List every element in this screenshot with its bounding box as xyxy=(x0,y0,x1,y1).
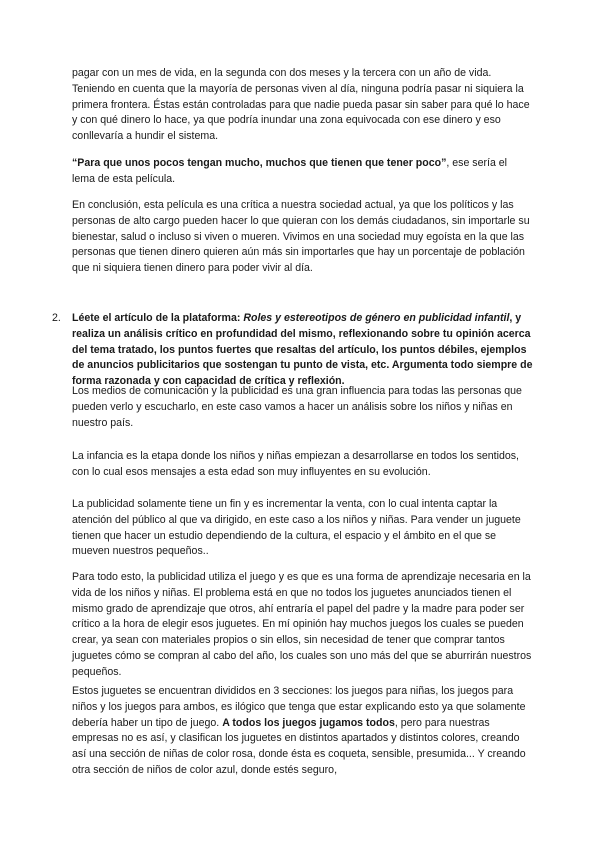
question-body: , y realiza un análisis crítico en profundidad del mismo, reflexionando sobre tu opinión acerca del tema tratado, los puntos fuertes que resaltas del artículo, los puntos débiles, ejemplos de anuncios publicitarios que sostengan tu punto de vista, etc. Argumenta todo siempre de forma razonada y con capacidad de crítica y reflexión. xyxy=(72,312,533,388)
answer-p5-bold: A todos los juegos jugamos todos xyxy=(222,716,395,729)
question-number: 2. xyxy=(52,312,61,324)
answer-p5-start: Estos juguetes se encuentran divididos en 3 secciones: los juegos para niñas, los juegos para niños y los juegos para ambos, es ilógico que tenga que estar explicando esto ya que solamente debería haber un tipo de juego. xyxy=(72,685,526,729)
answer-paragraph-5 xyxy=(72,684,532,779)
question-2 xyxy=(52,311,534,390)
answer-paragraph-1: Los medios de comunicación y la publicidad es una gran influencia para todas las personas que pueden verlo y escucharlo, en este caso vamos a hacer un análisis sobre los niños y niñas en nuestro país. xyxy=(72,385,522,429)
answer-paragraph-4: Para todo esto, la publicidad utiliza el juego y es que es una forma de aprendizaje necesaria en la vida de los niños y niñas. El problema está en que no todos los juguetes anunciados tienen el mismo grado de aprendizaje que otros, ahí entraría el papel del padre y la madre para poder ser crítico a la hora de elegir esos juguetes. En mí opinión hay muchos juegos los cuales se pueden crear, ya sean con materiales propios o sin ellos, sin necesidad de tener que comprar tantos juguetes cómo se compran al cabo del año, los cuales son uno más del que se aburrirán nuestros pequeños. xyxy=(72,571,532,678)
motto-rest: , ese sería el lema de esta película. xyxy=(72,157,508,185)
answer-paragraph-2: La infancia es la etapa donde los niños y niñas empiezan a desarrollarse en todos los sentidos, con lo cual esos mensajes a esta edad son muy influyentes en su evolución. xyxy=(72,450,519,478)
answer-p5-end: , pero para nuestras empresas no es así, y clasifican los juguetes en distintos apartados y distintos colores, creando así una sección de niñas de color rosa, donde ésta es coqueta, sensible, presumida... Y creando otra sección de niños de color azul, donde estés seguro, xyxy=(72,716,526,776)
conclusion-paragraph: En conclusión, esta película es una crítica a nuestra sociedad actual, ya que los políticos y las personas de alto cargo pueden hacer lo que quieran con los demás ciudadanos, sin importarle su bienestar, salud o incluso si viven o mueren. Vivimos en una sociedad muy egoísta en la que las personas que tienen dinero quieren aún más sin importarles que hay un porcentaje de población que ni siquiera tienen dinero para poder vivir al día. xyxy=(72,199,530,275)
article-title: Roles y estereotipos de género en publicidad infantil xyxy=(243,312,510,324)
answer-paragraph-3: La publicidad solamente tiene un fin y es incrementar la venta, con lo cual intenta captar la atención del público al que va dirigido, en este caso a los niños y niñas. Para vender un juguete tienen que hacer un estudio dependiendo de la cultura, el espacio y el ámbito en el que se mueven nuestros pequeños.. xyxy=(72,498,521,558)
motto-quote: “Para que unos pocos tengan mucho, muchos que tienen que tener poco” xyxy=(72,157,447,169)
motto-paragraph xyxy=(72,156,532,188)
question-lead: Léete el artículo de la plataforma: xyxy=(72,312,244,324)
intro-paragraph: pagar con un mes de vida, en la segunda con dos meses y la tercera con un año de vida. Teniendo en cuenta que la mayoría de personas viven al día, ninguna podría pasar ni siquiera la primera frontera. Éstas están controladas para que nadie pueda pasar sin saber para qué lo hace y con qué dinero lo hace, ya que podría inundar una zona equivocada con ese dinero y eso conllevaría a hundir el sistema. xyxy=(72,67,530,143)
